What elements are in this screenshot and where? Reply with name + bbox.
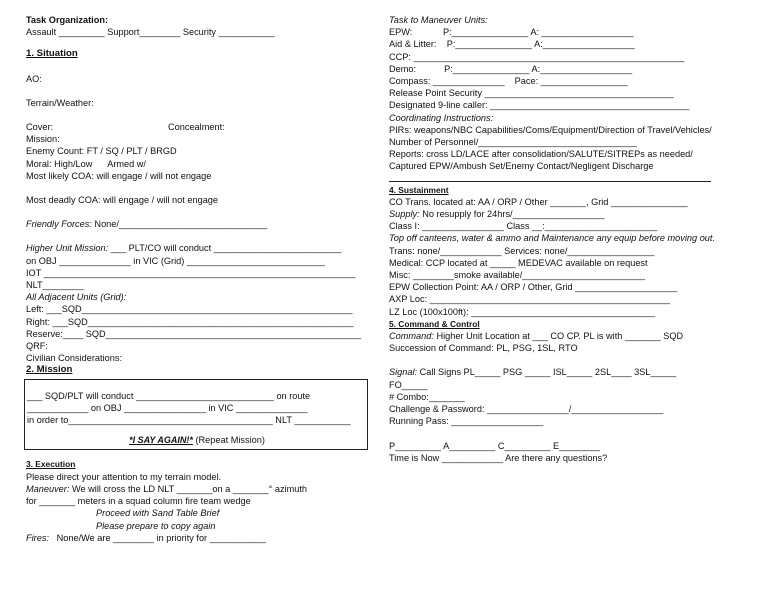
concealment-label: Concealment: (168, 122, 225, 133)
left-sqd-line: Left: ___SQD_____________________________________________________ (26, 304, 353, 315)
running-pass-line: Running Pass: __________________ (389, 416, 544, 427)
captured-line: Captured EPW/Ambush Set/Enemy Contact/Negligent Discharge (389, 161, 654, 172)
challenge-password-line: Challenge & Password: ________________/__________________ (389, 404, 664, 415)
personnel-line: Number of Personnel/_______________________________ (389, 137, 637, 148)
ccp-line: CCP: _____________________________________________________ (389, 51, 685, 62)
epw-collection-line: EPW Collection Point: AA / ORP / Other, Grid ____________________ (389, 282, 678, 293)
fires-line (26, 532, 368, 544)
friendly-forces-value: None/_____________________________ (91, 219, 268, 230)
higher-unit-mission-label: Higher Unit Mission: (26, 243, 109, 254)
pirs-line: PIRs: weapons/NBC Capabilities/Coms/Equipment/Direction of Travel/Vehicles/ (389, 124, 712, 135)
medical-line: Medical: CCP located at _____ MEDEVAC available on request (389, 257, 648, 268)
adjacent-units-heading: All Adjacent Units (Grid): (26, 292, 127, 303)
terrain-weather-line: Terrain/Weather: (26, 97, 94, 108)
maneuver-value: We will cross the LD NLT _______on a _______° azimuth (69, 483, 308, 494)
on-obj-line: on OBJ ______________ in VIC (Grid) ___________________________ (26, 255, 325, 266)
ao-line: AO: (26, 73, 42, 84)
fires-label: Fires: (26, 532, 49, 543)
aid-litter-line: Aid & Litter: P:_______________ A:__________________ (389, 39, 635, 50)
situation-heading: 1. Situation (26, 48, 78, 60)
reports-line: Reports: cross LD/LACE after consolidation/SALUTE/SITREPs as needed/ (389, 149, 693, 160)
command-line (389, 330, 751, 342)
co-trans-line: CO Trans. located at: AA / ORP / Other _______, Grid _______________ (389, 196, 688, 207)
nlt-line: NLT________ (26, 280, 84, 291)
command-control-heading: 5. Command & Control (389, 318, 480, 329)
command-label: Command: (389, 331, 434, 342)
say-again-line (27, 434, 367, 446)
mission-heading: 2. Mission (26, 364, 73, 376)
left-column (26, 14, 368, 544)
blank-rule (389, 173, 711, 182)
cover-concealment-line (26, 121, 368, 133)
right-sqd-line: Right: ___SQD____________________________________________________ (26, 316, 354, 327)
top-off-line: Top off canteens, water & ammo and Maintenance any equip before moving out. (389, 233, 716, 244)
task-organization-line: Assault _________ Support________ Security ___________ (26, 27, 275, 38)
signal-line (389, 366, 751, 378)
fires-value: None/We are ________ in priority for ___________ (48, 532, 266, 543)
mission-box-line-2: ____________ on OBJ ________________ in VIC ______________ (27, 402, 308, 413)
meters-line: for _______ meters in a squad column fire team wedge (26, 496, 251, 507)
repeat-mission-text: (Repeat Mission) (192, 435, 265, 446)
copy-again-line: Please prepare to copy again (96, 520, 216, 531)
command-value: Higher Unit Location at ___ CO CP. PL is with _______ SQD (433, 331, 684, 342)
higher-unit-mission-line (26, 242, 368, 254)
lz-loc-line: LZ Loc (100x100ft): ____________________________________ (389, 306, 656, 317)
coordinating-instructions-heading: Coordinating Instructions: (389, 112, 494, 123)
execution-heading: 3. Execution (26, 459, 76, 470)
compass-pace-line: Compass: ______________ Pace: _________________ (389, 76, 628, 87)
moral-line: Moral: High/Low Armed w/ (26, 158, 146, 169)
misc-line: Misc: ________smoke available/________________________ (389, 270, 645, 281)
task-maneuver-heading: Task to Maneuver Units: (389, 15, 488, 25)
combo-line: # Combo:_______ (389, 391, 465, 402)
release-point-line: Release Point Security _____________________________________ (389, 88, 674, 99)
mission-line: Mission: (26, 134, 60, 145)
say-again-text: *I SAY AGAIN!* (129, 435, 193, 446)
civilian-considerations-line: Civilian Considerations: (26, 353, 123, 364)
iot-line: IOT _____________________________________________________________ (26, 267, 356, 278)
fo-line: FO_____ (389, 379, 428, 390)
reserve-sqd-line: Reserve:____ SQD__________________________________________________ (26, 328, 362, 339)
trans-services-line: Trans: none/____________ Services: none/_________________ (389, 245, 655, 256)
signal-value: Call Signs PL_____ PSG _____ ISL_____ 2SL____ 3SL_____ (417, 367, 677, 378)
higher-unit-mission-value: ___ PLT/CO will conduct _________________________ (108, 243, 342, 254)
supply-label: Supply: (389, 209, 420, 220)
cover-label: Cover: (26, 122, 54, 133)
right-column (389, 14, 751, 464)
friendly-forces-label: Friendly Forces: (26, 219, 92, 230)
enemy-count-line: Enemy Count: FT / SQ / PLT / BRGD (26, 146, 177, 157)
supply-value: No resupply for 24hrs/__________________ (419, 209, 605, 220)
axp-loc-line: AXP Loc: _______________________________________________ (389, 294, 670, 305)
demo-line: Demo: P:_______________ A:__________________ (389, 63, 633, 74)
task-organization-heading: Task Organization: (26, 15, 109, 25)
mission-box-line-3: in order to________________________________________ NLT ___________ (27, 415, 351, 426)
maneuver-label: Maneuver: (26, 483, 70, 494)
sustainment-heading: 4. Sustainment (389, 184, 449, 195)
time-line: Time is Now ____________ Are there any questions? (389, 452, 608, 463)
succession-line: Succession of Command: PL, PSG, 1SL, RTO (389, 343, 578, 354)
signal-label: Signal: (389, 367, 418, 378)
qrf-line: QRF: (26, 341, 48, 352)
mission-statement-box (24, 379, 368, 451)
friendly-forces-line (26, 218, 368, 230)
most-likely-coa-line: Most likely COA: will engage / will not engage (26, 170, 212, 181)
sand-table-line: Proceed with Sand Table Brief (96, 508, 220, 519)
supply-line (389, 208, 751, 220)
mission-box-line-1: ___ SQD/PLT will conduct ___________________________ on route (27, 390, 311, 401)
pace-plan-line: P_________ A_________ C_________ E________ (389, 440, 601, 451)
epw-line: EPW: P:_______________ A: __________________ (389, 27, 634, 38)
terrain-model-line: Please direct your attention to my terrain model. (26, 471, 222, 482)
maneuver-line (26, 483, 368, 495)
most-deadly-coa-line: Most deadly COA: will engage / will not engage (26, 195, 219, 206)
nine-line-caller-line: Designated 9-line caller: _______________________________________ (389, 100, 690, 111)
class-line: Class I: ________________ Class __:______________________ (389, 221, 658, 232)
